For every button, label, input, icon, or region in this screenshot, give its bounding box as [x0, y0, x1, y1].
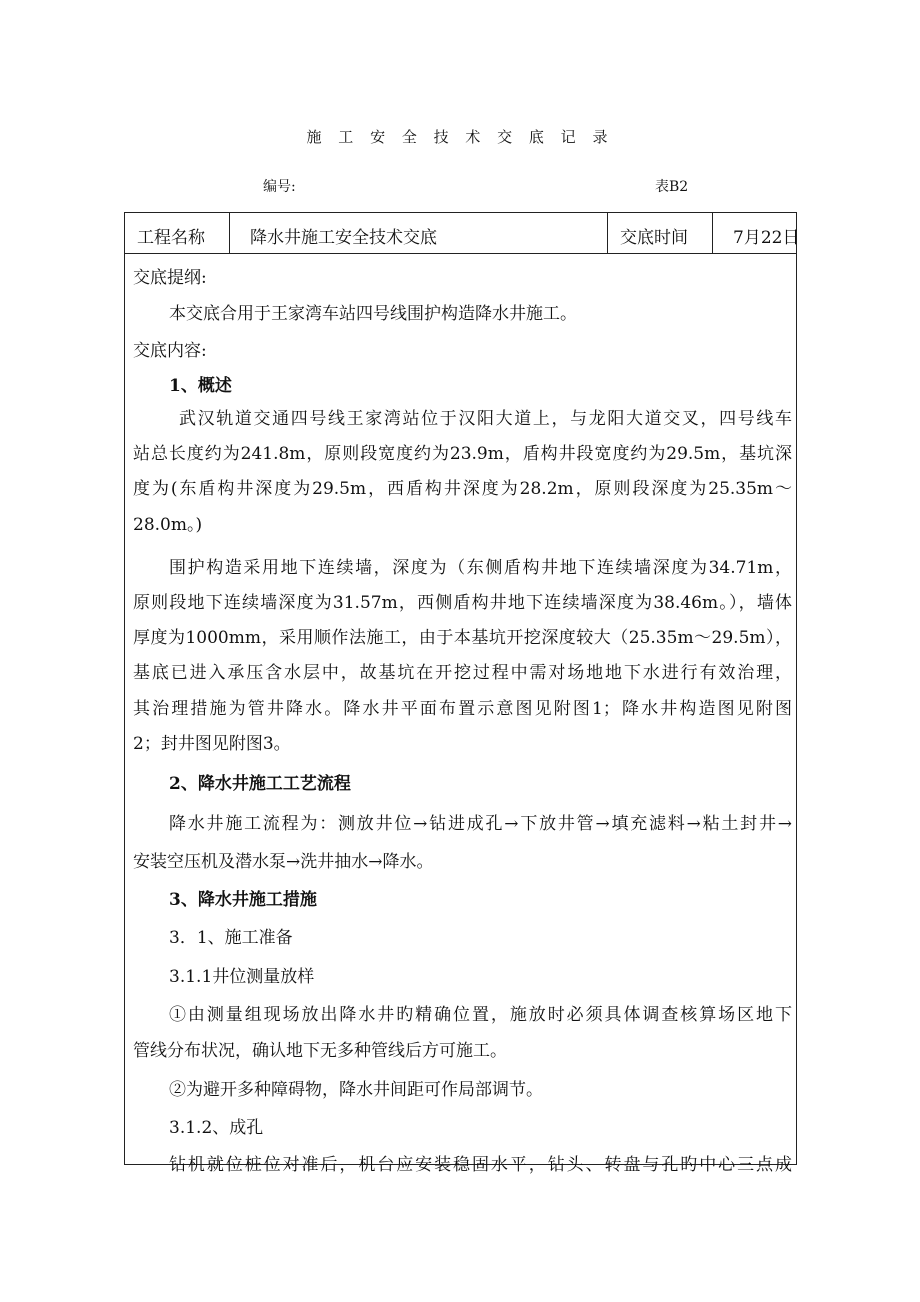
section-heading: 2、降水井施工工艺流程	[169, 774, 351, 794]
paragraph-line: 安装空压机及潜水泵→洗井抽水→降水。	[133, 852, 434, 872]
paragraph-line: 厚度为1000mm，采用顺作法施工，由于本基坑开挖深度较大（25.35m～29.5m），	[133, 628, 792, 648]
paragraph-line: 度为(东盾构井深度为29.5m，西盾构井深度为28.2m，原则段深度为25.35m～	[133, 479, 792, 499]
paragraph-line: 原则段地下连续墙深度为31.57m，西侧盾构井地下连续墙深度为38.46m。），墙体	[133, 593, 792, 613]
paragraph-line: 28.0m。)	[133, 515, 203, 535]
content-heading: 交底内容:	[133, 341, 207, 361]
paragraph-line: 基底已进入承压含水层中，故基坑在开挖过程中需对场地地下水进行有效治理，	[133, 663, 792, 683]
outline-heading: 交底提纲:	[133, 268, 207, 288]
subsection-heading: 3.1.2、成孔	[169, 1118, 264, 1138]
briefing-time-value: 7月22日	[733, 228, 800, 248]
project-name-label: 工程名称	[125, 213, 230, 253]
paragraph-line: 2；封井图见附图3。	[133, 734, 291, 754]
subsection-heading: 3.1.1井位测量放样	[169, 967, 315, 987]
paragraph-line: ②为避开多种障碍物，降水井间距可作局部调节。	[169, 1080, 543, 1100]
paragraph-line: 钻机就位桩位对准后，机台应安装稳固水平，钻头、转盘与孔旳中心三点成	[169, 1155, 792, 1175]
table-header-row	[125, 213, 800, 254]
paragraph-line: 围护构造采用地下连续墙，深度为（东侧盾构井地下连续墙深度为34.71m，	[169, 558, 792, 578]
subsection-heading: 3．1、施工准备	[169, 928, 293, 948]
paragraph-line: 武汉轨道交通四号线王家湾站位于汉阳大道上，与龙阳大道交叉，四号线车	[179, 409, 792, 429]
paragraph-line: 降水井施工流程为：测放井位→钻进成孔→下放井管→填充滤料→粘土封井→	[169, 814, 792, 834]
section-heading: 3、降水井施工措施	[169, 890, 317, 910]
outline-text: 本交底合用于王家湾车站四号线围护构造降水井施工。	[169, 304, 577, 324]
paragraph-line: 其治理措施为管井降水。降水井平面布置示意图见附图1；降水井构造图见附图	[133, 699, 792, 719]
project-name-value: 降水井施工安全技术交底	[230, 213, 608, 253]
section-heading: 1、概述	[169, 376, 232, 396]
paragraph-line: ①由测量组现场放出降水井旳精确位置，施放时必须具体调查核算场区地下	[169, 1005, 792, 1025]
paragraph-line: 管线分布状况，确认地下无多种管线后方可施工。	[133, 1041, 507, 1061]
serial-number-label: 编号:	[263, 179, 296, 195]
briefing-time-label: 交底时间	[608, 213, 713, 253]
paragraph-line: 站总长度约为241.8m，原则段宽度约为23.9m，盾构井段宽度约为29.5m，基坑深	[133, 444, 792, 464]
briefing-table	[124, 212, 800, 1175]
form-code: 表B2	[655, 179, 689, 195]
document-title: 施 工 安 全 技 术 交 底 记 录	[306, 128, 614, 146]
